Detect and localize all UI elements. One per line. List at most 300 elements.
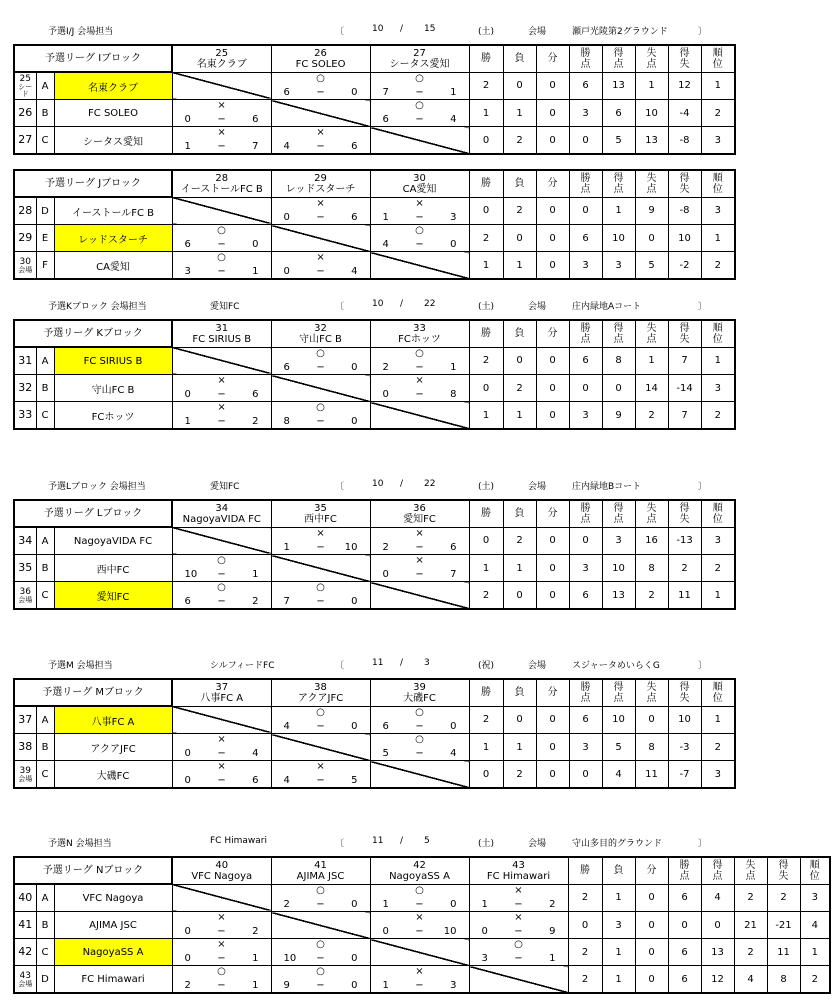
- header-venue: 守山多目的グラウンド: [572, 839, 663, 849]
- team-no: [14, 402, 36, 430]
- team-stat: 0: [503, 347, 536, 375]
- team-stat: 5: [635, 252, 668, 280]
- result-mark: ○: [415, 734, 424, 745]
- score-against: 6: [450, 541, 457, 553]
- team-stat: 0: [635, 939, 668, 966]
- score-dash: −: [217, 980, 226, 991]
- match-result: [172, 966, 271, 994]
- match-result: [271, 72, 370, 100]
- team-name: FC SOLEO: [54, 100, 172, 127]
- league-table: [13, 678, 736, 789]
- team-name: 愛知FC: [54, 582, 172, 610]
- result-box: [272, 761, 370, 787]
- team-no-value: 33: [18, 408, 33, 421]
- stat-header: 失 点: [635, 45, 668, 72]
- result-box: [371, 555, 469, 581]
- team-no-value: 40: [18, 891, 33, 904]
- score-for: 1: [481, 898, 488, 910]
- team-row: [14, 127, 735, 155]
- team-row: [14, 912, 830, 939]
- team-stat: 0: [503, 225, 536, 252]
- score-for: 0: [283, 266, 290, 277]
- match-result: [172, 402, 271, 430]
- team-name: FC Himawari: [54, 966, 172, 994]
- header-venue: 瀬戸光陵第2グラウンド: [572, 27, 668, 37]
- team-letter: A: [36, 706, 54, 734]
- score-against: 9: [549, 926, 556, 937]
- stat-header: 負: [503, 679, 536, 706]
- result-box: [371, 198, 469, 224]
- result-mark: ○: [415, 225, 424, 236]
- team-no-value: 38: [18, 740, 33, 753]
- team-no-value: 28: [18, 204, 33, 217]
- team-stat: 8: [635, 555, 668, 582]
- result-box: [173, 375, 271, 401]
- result-mark: ○: [415, 72, 424, 84]
- team-stat: 2: [668, 555, 701, 582]
- score-against: 7: [252, 141, 259, 152]
- team-stat: 0: [536, 100, 569, 127]
- result-box: [173, 100, 271, 126]
- header-open: 〔: [335, 302, 345, 312]
- diagonal-cell: [370, 252, 469, 280]
- header-close: 〕: [698, 27, 708, 37]
- match-result: [271, 706, 370, 734]
- team-stat: 0: [536, 225, 569, 252]
- opponent-no: 31: [215, 322, 229, 334]
- header-weekday: (土): [478, 302, 495, 312]
- team-stat: 4: [800, 912, 830, 939]
- result-box: [173, 761, 271, 787]
- score-for: 0: [184, 748, 191, 759]
- team-stat: 1: [469, 100, 503, 127]
- header-open: 〔: [335, 661, 345, 671]
- stat-header: 得 点: [602, 679, 635, 706]
- score-against: 0: [351, 361, 358, 373]
- stat-header: 勝 点: [569, 500, 602, 527]
- team-row: [14, 375, 735, 402]
- opponent-header: [172, 45, 271, 72]
- team-stat: 0: [503, 72, 536, 100]
- result-mark: ○: [316, 402, 325, 413]
- team-stat: 3: [602, 527, 635, 555]
- match-result: [469, 884, 568, 912]
- score-against: 0: [351, 720, 358, 732]
- team-stat: 0: [569, 197, 602, 225]
- stat-header: 得 失: [668, 500, 701, 527]
- score-dash: −: [415, 980, 424, 991]
- stat-header: 得 点: [602, 500, 635, 527]
- team-letter: C: [36, 761, 54, 789]
- team-no: [14, 252, 36, 280]
- score-dash: −: [217, 266, 226, 277]
- score-for: 3: [481, 953, 488, 964]
- team-stat: 0: [569, 527, 602, 555]
- result-mark: ×: [415, 527, 424, 539]
- stat-header: 分: [536, 45, 569, 72]
- team-name: NagoyaSS A: [54, 939, 172, 966]
- result-box: [173, 966, 271, 992]
- header-day: 22: [424, 299, 436, 309]
- team-stat: 2: [701, 100, 735, 127]
- team-stat: 1: [701, 72, 735, 100]
- score-for: 4: [283, 775, 290, 786]
- result-mark: ○: [217, 555, 226, 566]
- score-against: 1: [450, 361, 457, 373]
- result-box: [371, 966, 469, 992]
- team-stat: 13: [701, 939, 734, 966]
- score-against: 6: [351, 141, 358, 152]
- team-stat: 1: [701, 706, 735, 734]
- stat-header: 勝 点: [569, 170, 602, 197]
- diagonal-cell: [271, 555, 370, 582]
- header-weekday: (祝): [478, 661, 495, 671]
- team-stat: 2: [767, 884, 800, 912]
- score-dash: −: [316, 980, 325, 991]
- team-stat: 0: [536, 555, 569, 582]
- opponent-header: [172, 857, 271, 884]
- opponent-name: AJIMA JSC: [296, 870, 345, 882]
- score-for: 10: [184, 569, 198, 580]
- result-mark: ○: [316, 72, 325, 84]
- stat-header: 得 点: [602, 45, 635, 72]
- result-box: [272, 707, 370, 733]
- stat-header: 得 点: [602, 170, 635, 197]
- stat-header: 勝: [568, 857, 602, 884]
- score-against: 0: [351, 953, 358, 964]
- team-stat: 4: [701, 884, 734, 912]
- team-no: [14, 706, 36, 734]
- result-mark: ×: [217, 761, 226, 772]
- score-dash: −: [415, 86, 424, 98]
- result-box: [272, 127, 370, 153]
- header-slash: /: [400, 479, 404, 489]
- team-name: 西中FC: [54, 555, 172, 582]
- team-no: [14, 375, 36, 402]
- opponent-no: 32: [314, 322, 327, 334]
- team-stat: 3: [569, 402, 602, 430]
- team-letter: B: [36, 912, 54, 939]
- team-stat: 2: [701, 402, 735, 430]
- team-no-value: 37: [18, 713, 33, 726]
- result-mark: ×: [316, 252, 325, 263]
- team-stat: 0: [536, 347, 569, 375]
- team-stat: 0: [635, 225, 668, 252]
- opponent-header: [370, 679, 469, 706]
- stat-header: 負: [602, 857, 635, 884]
- result-mark: ×: [217, 100, 226, 111]
- team-letter: B: [36, 555, 54, 582]
- score-for: 8: [283, 416, 290, 427]
- match-result: [370, 966, 469, 994]
- match-result: [271, 761, 370, 789]
- result-mark: ×: [415, 375, 424, 386]
- team-stat: 6: [668, 884, 701, 912]
- stat-header: 勝: [469, 679, 503, 706]
- team-stat: 3: [800, 884, 830, 912]
- result-mark: ×: [316, 761, 325, 772]
- result-box: [173, 555, 271, 581]
- score-dash: −: [217, 239, 226, 250]
- team-name: 守山FC B: [54, 375, 172, 402]
- opponent-header: [271, 320, 370, 347]
- opponent-name: CA愛知: [402, 183, 437, 195]
- opponent-header: [271, 857, 370, 884]
- score-for: 0: [481, 926, 488, 937]
- match-result: [370, 72, 469, 100]
- score-dash: −: [316, 86, 325, 98]
- opponent-no: 38: [314, 681, 327, 693]
- diagonal-cell: [370, 127, 469, 155]
- result-box: [272, 885, 370, 911]
- team-letter: D: [36, 197, 54, 225]
- block-header: [0, 658, 836, 672]
- diagonal-cell: [370, 761, 469, 789]
- league-table: [13, 319, 736, 430]
- team-stat: 5: [602, 734, 635, 761]
- result-mark: ○: [217, 225, 226, 236]
- result-box: [470, 885, 568, 911]
- result-box: [371, 348, 469, 374]
- league-header-row: [14, 170, 735, 197]
- header-slash: /: [400, 299, 404, 309]
- header-close: 〕: [698, 482, 708, 492]
- score-for: 0: [184, 114, 191, 125]
- score-dash: −: [415, 211, 424, 223]
- stat-header: 勝 点: [668, 857, 701, 884]
- header-weekday: (土): [478, 839, 495, 849]
- result-mark: ×: [415, 197, 424, 209]
- opponent-name: シータス愛知: [389, 58, 450, 70]
- league-name: 予選リーグ Nブロック: [14, 857, 172, 884]
- header-close: 〕: [698, 302, 708, 312]
- result-mark: ×: [217, 127, 226, 138]
- result-mark: ○: [316, 966, 325, 977]
- score-against: 4: [351, 266, 358, 277]
- result-mark: ○: [316, 347, 325, 359]
- opponent-name: NagoyaVIDA FC: [182, 513, 261, 525]
- team-stat: 0: [568, 912, 602, 939]
- score-against: 10: [344, 541, 358, 553]
- match-result: [370, 912, 469, 939]
- header-close: 〕: [698, 839, 708, 849]
- team-stat: 8: [767, 966, 800, 994]
- team-stat: 2: [503, 375, 536, 402]
- team-no: [14, 72, 36, 100]
- team-stat: 1: [503, 100, 536, 127]
- team-stat: 10: [668, 706, 701, 734]
- result-box: [173, 252, 271, 278]
- team-no: [14, 884, 36, 912]
- stat-header: 失 点: [635, 500, 668, 527]
- team-stat: 2: [469, 582, 503, 610]
- score-dash: −: [415, 541, 424, 553]
- team-no-value: 25: [19, 74, 31, 84]
- team-stat: 6: [569, 706, 602, 734]
- score-against: 1: [252, 266, 259, 277]
- score-for: 1: [382, 980, 389, 991]
- result-mark: ○: [217, 252, 226, 263]
- opponent-name: 八事FC A: [200, 692, 244, 704]
- team-stat: 6: [569, 225, 602, 252]
- match-result: [172, 555, 271, 582]
- result-box: [173, 734, 271, 760]
- opponent-no: 39: [413, 681, 426, 693]
- opponent-name: 愛知FC: [403, 513, 436, 525]
- score-for: 1: [382, 211, 389, 223]
- score-dash: −: [316, 775, 325, 786]
- stat-header: 分: [536, 320, 569, 347]
- result-mark: ○: [217, 582, 226, 593]
- header-venue: スジャータめいらくG: [572, 661, 660, 671]
- team-stat: 3: [569, 555, 602, 582]
- diagonal-cell: [172, 197, 271, 225]
- league-table: [13, 856, 831, 994]
- score-for: 1: [382, 898, 389, 910]
- team-no-value: 42: [18, 945, 33, 958]
- stat-header: 得 失: [668, 679, 701, 706]
- team-row: [14, 734, 735, 761]
- result-box: [173, 402, 271, 428]
- team-stat: 7: [668, 347, 701, 375]
- score-for: 7: [283, 596, 290, 607]
- score-dash: −: [415, 748, 424, 759]
- team-stat: 3: [701, 375, 735, 402]
- team-letter: C: [36, 402, 54, 430]
- score-dash: −: [316, 141, 325, 152]
- block-header: [0, 299, 836, 313]
- score-for: 6: [382, 114, 389, 125]
- score-dash: −: [415, 239, 424, 250]
- team-stat: -3: [668, 734, 701, 761]
- team-name: 名東クラブ: [54, 72, 172, 100]
- opponent-no: 41: [314, 859, 327, 871]
- team-no: [14, 100, 36, 127]
- team-stat: 0: [536, 127, 569, 155]
- header-open: 〔: [335, 839, 345, 849]
- team-stat: 1: [469, 252, 503, 280]
- result-box: [173, 582, 271, 608]
- match-result: [370, 347, 469, 375]
- result-mark: ×: [415, 555, 424, 566]
- opponent-name: 守山FC B: [299, 333, 342, 345]
- team-stat: 2: [635, 582, 668, 610]
- score-for: 0: [184, 775, 191, 786]
- opponent-name: FC SIRIUS B: [192, 333, 252, 345]
- stat-header: 勝 点: [569, 679, 602, 706]
- score-against: 2: [252, 926, 259, 937]
- opponent-name: VFC Nagoya: [191, 870, 253, 882]
- opponent-header: [172, 170, 271, 197]
- header-venue-label: 会場: [528, 839, 547, 849]
- opponent-no: 40: [215, 859, 229, 871]
- team-stat: 13: [602, 582, 635, 610]
- team-stat: 2: [469, 706, 503, 734]
- team-stat: 0: [536, 706, 569, 734]
- result-box: [371, 885, 469, 911]
- opponent-no: 26: [314, 47, 327, 59]
- opponent-no: 42: [413, 859, 426, 871]
- score-dash: −: [217, 596, 226, 607]
- team-stat: 2: [568, 884, 602, 912]
- result-box: [173, 225, 271, 251]
- match-result: [172, 225, 271, 252]
- result-box: [371, 734, 469, 760]
- team-letter: B: [36, 375, 54, 402]
- team-stat: 0: [569, 375, 602, 402]
- stat-header: 勝: [469, 170, 503, 197]
- result-mark: ○: [316, 706, 325, 718]
- score-against: 3: [450, 211, 457, 223]
- stat-header: 負: [503, 500, 536, 527]
- team-stat: 2: [734, 884, 767, 912]
- result-box: [272, 252, 370, 278]
- result-box: [173, 939, 271, 965]
- team-stat: 0: [469, 197, 503, 225]
- result-mark: ○: [316, 582, 325, 593]
- team-letter: A: [36, 347, 54, 375]
- team-note: 会場: [18, 979, 33, 988]
- opponent-header: [370, 45, 469, 72]
- team-stat: 0: [635, 706, 668, 734]
- stat-header: 順 位: [701, 45, 735, 72]
- match-result: [370, 225, 469, 252]
- match-result: [172, 375, 271, 402]
- opponent-name: アクアJFC: [297, 692, 344, 704]
- team-letter: A: [36, 72, 54, 100]
- team-stat: -2: [668, 252, 701, 280]
- team-stat: -8: [668, 127, 701, 155]
- stat-header: 得 失: [668, 320, 701, 347]
- team-letter: B: [36, 734, 54, 761]
- score-dash: −: [217, 953, 226, 964]
- header-day: 5: [424, 836, 430, 846]
- team-stat: 2: [503, 527, 536, 555]
- result-box: [272, 348, 370, 374]
- score-against: 1: [450, 86, 457, 98]
- score-for: 6: [184, 596, 191, 607]
- score-dash: −: [217, 926, 226, 937]
- score-against: 0: [252, 239, 259, 250]
- team-stat: 9: [635, 197, 668, 225]
- opponent-header: [370, 500, 469, 527]
- league-table: [13, 169, 736, 280]
- team-no: [14, 912, 36, 939]
- score-against: 7: [450, 569, 457, 580]
- match-result: [271, 347, 370, 375]
- team-row: [14, 966, 830, 994]
- team-no: [14, 347, 36, 375]
- stat-header: 失 点: [635, 320, 668, 347]
- team-stat: 2: [503, 127, 536, 155]
- opponent-header: [469, 857, 568, 884]
- result-box: [272, 966, 370, 992]
- team-no: [14, 555, 36, 582]
- team-stat: 2: [701, 555, 735, 582]
- header-day: 3: [424, 658, 430, 668]
- team-stat: 11: [635, 761, 668, 789]
- team-stat: 10: [602, 706, 635, 734]
- opponent-name: FC SOLEO: [295, 58, 346, 70]
- team-row: [14, 884, 830, 912]
- score-dash: −: [415, 926, 424, 937]
- team-stat: 8: [635, 734, 668, 761]
- team-stat: -14: [668, 375, 701, 402]
- team-note: シード: [18, 83, 33, 98]
- stat-header: 得 点: [602, 320, 635, 347]
- stat-header: 負: [503, 320, 536, 347]
- result-mark: ○: [316, 884, 325, 896]
